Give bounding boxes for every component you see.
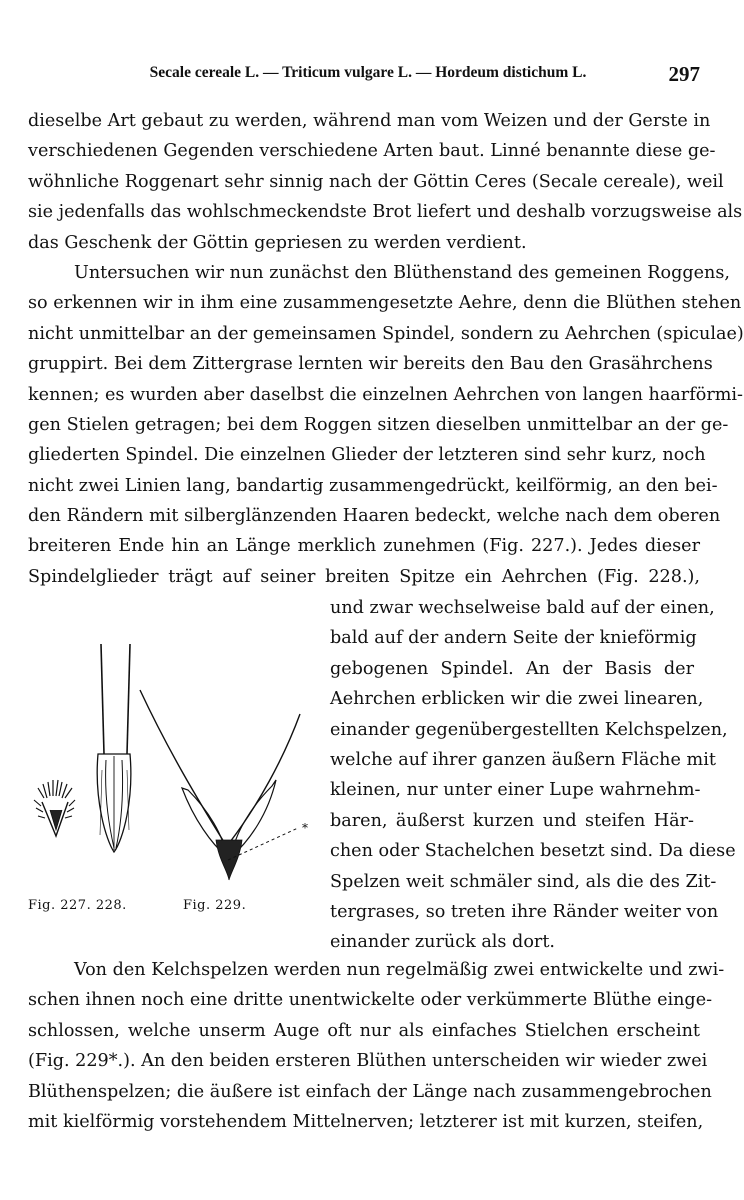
text-line: gliederten Spindel. Die einzelnen Glieder der letzteren sind sehr kurz, noch — [28, 445, 706, 466]
botanical-figures — [28, 630, 324, 930]
text-line: dieselbe Art gebaut zu werden, während man vom Weizen und der Gerste in — [28, 111, 711, 131]
text-line: einander zurück als dort. — [330, 932, 555, 953]
page-number: 297 — [668, 62, 700, 86]
fig-229-opened-spikelet — [140, 690, 300, 880]
fig-229-marker: * — [302, 821, 308, 835]
text-line: den Rändern mit silberglänzenden Haaren bedeckt, welche nach dem oberen — [28, 506, 721, 527]
text-line: tergrases, so treten ihre Ränder weiter von — [330, 901, 719, 922]
text-line: das Geschenk der Göttin gepriesen zu werden verdient. — [28, 232, 527, 253]
side-text — [330, 593, 736, 958]
text-line: nicht unmittelbar an der gemeinsamen Spindel, sondern zu Aehrchen (spiculae) — [28, 323, 744, 344]
text-line: gen Stielen getragen; bei dem Roggen sitzen dieselben unmittelbar an der ge- — [28, 414, 729, 435]
text-line: gruppirt. Bei dem Zittergrase lernten wir bereits den Bau den Grasährchens — [28, 354, 713, 375]
text-line: chen oder Stachelchen besetzt sind. Da diese — [330, 841, 736, 862]
text-line: und zwar wechselweise bald auf der einen, — [330, 598, 715, 618]
text-line: Blüthenspelzen; die äußere ist einfach der Länge nach zusammengebrochen — [28, 1081, 712, 1102]
text-line: Von den Kelchspelzen werden nun regelmäßig zwei entwickelte und zwi- — [74, 960, 725, 980]
running-title: Secale cereale L. — Triticum vulgare L. — Hordeum distichum L. — [149, 64, 587, 81]
text-line: welche auf ihrer ganzen äußern Fläche mit — [330, 749, 716, 770]
text-line: Aehrchen erblicken wir die zwei linearen, — [330, 689, 704, 710]
text-line: einander gegenübergestellten Kelchspelzen, — [330, 719, 728, 740]
text-line: baren, äußerst kurzen und steifen Här- — [330, 810, 694, 831]
text-line: gebogenen Spindel. An der Basis der — [330, 658, 694, 679]
fig-228-spikelet — [97, 644, 131, 852]
text-line: (Fig. 229*.). An den beiden ersteren Blüthen unterscheiden wir wieder zwei — [28, 1051, 708, 1072]
running-header — [28, 62, 700, 92]
text-line: Untersuchen wir nun zunächst den Blüthenstand des gemeinen Roggens, — [74, 262, 730, 283]
text-line: schlossen, welche unserm Auge oft nur als einfaches Stielchen erscheint — [28, 1020, 700, 1041]
text-line: kennen; es wurden aber daselbst die einzelnen Aehrchen von langen haarförmi- — [28, 384, 743, 405]
text-line: mit kielförmig vorstehendem Mittelnerven; letzterer ist mit kurzen, steifen, — [28, 1111, 704, 1132]
text-line: Spindelglieder trägt auf seiner breiten Spitze ein Aehrchen (Fig. 228.), — [28, 566, 700, 587]
main-text-top — [28, 106, 744, 592]
text-line: wöhnliche Roggenart sehr sinnig nach der Göttin Ceres (Secale cereale), weil — [28, 171, 724, 192]
caption-fig-229: Fig. 229. — [183, 898, 247, 913]
text-line: schen ihnen noch eine dritte unentwickelte oder verkümmerte Blüthe einge- — [28, 990, 713, 1011]
text-line: nicht zwei Linien lang, bandartig zusammengedrückt, keilförmig, an den bei- — [28, 475, 718, 496]
text-line: breiteren Ende hin an Länge merklich zunehmen (Fig. 227.). Jedes dieser — [28, 536, 700, 557]
fig-227-spindle-segment — [34, 780, 75, 836]
text-line: Spelzen weit schmäler sind, als die des Zit- — [330, 871, 717, 892]
text-line: bald auf der andern Seite der knieförmig — [330, 628, 697, 649]
main-text-bottom — [28, 955, 725, 1137]
text-line: verschiedenen Gegenden verschiedene Arten baut. Linné benannte diese ge- — [28, 141, 716, 162]
text-line: sie jedenfalls das wohlschmeckendste Brot liefert und deshalb vorzugsweise als — [28, 202, 743, 223]
caption-fig-227-228: Fig. 227. 228. — [28, 898, 127, 913]
text-line: kleinen, nur unter einer Lupe wahrnehm- — [330, 780, 701, 801]
text-line: so erkennen wir in ihm eine zusammengesetzte Aehre, denn die Blüthen stehen — [28, 293, 742, 314]
figure-area — [28, 630, 324, 930]
